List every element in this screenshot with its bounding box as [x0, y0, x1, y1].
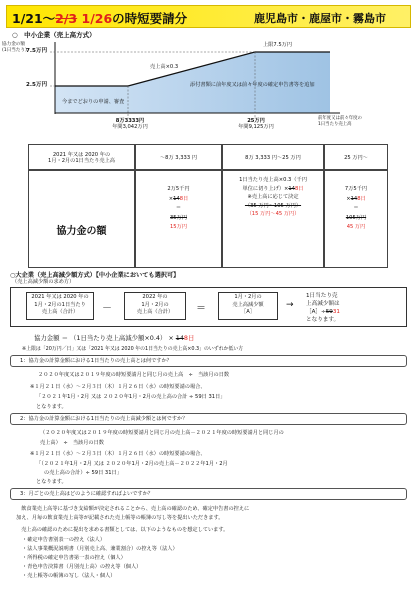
- col2-cell: 1日当たり売上高×0.3（千円 単位に切り上げ）×148日 ※売上高に応じて決定 （35 万円～105 万円） （15 万円～45 万円）: [239, 177, 307, 217]
- faq3-p2: 加え、月毎の飲食業売上高等が記載された売上帳等の帳簿の写し等を提出いただきます。: [16, 515, 224, 521]
- box1-text: 2021 年又は 2020 年の 1月・2月の1日当たり 売上高（合計）: [31, 294, 89, 316]
- faq3-list-item: ・確定申告書別表一の控え（法人）: [22, 537, 106, 543]
- faq2-ex3: の売上高の合計）÷ 59日 31日」: [44, 470, 122, 476]
- faq2-answer-1: （２０２０年度又は２０１９年度の時短要請月と同じ月の売上高－２０２１年度の時短要請月と同じ月の: [40, 430, 284, 436]
- equals-sign: ＝: [196, 303, 206, 314]
- faq3-list-item: ・所得税の確定申告書第一表の控え（個人）: [22, 555, 126, 561]
- faq1-q-text: 1：協力金の計算金額における1日当たりの売上高とは何ですか？: [20, 358, 172, 364]
- y-tick-top: 7.5万円: [26, 48, 48, 54]
- faq2-ex2: 「（２０２１年1月・2月 又は ２０２０年1月・2月の売上高－２０２２年1月・2月: [36, 461, 228, 467]
- arrow-icon: →: [286, 300, 294, 310]
- x-axis-note: 前年度又は前々年度の 1日当たり売上高: [318, 116, 362, 128]
- header-cities: 鹿児島市・鹿屋市・霧島市: [254, 12, 386, 25]
- y-tick-mid: 2.5万円: [26, 82, 48, 88]
- y-axis-label: 協力金の額 (1日当たり): [2, 42, 27, 54]
- faq3-p1: 飲食業売上高等に基づき支給額が決定されることから、売上高の確認のため、確定申告書の控えに: [16, 506, 250, 512]
- faq3-list-item: ・法人事業概況説明書（月別売上高、兼業割合）の控え等（法人）: [22, 546, 178, 552]
- col3-cell: 7万5千円 ×148日 ＝ 105万円 45 万円: [344, 186, 368, 230]
- faq1-ex2: 「２０２１年1月・2月 又は ２０２０年1月・2月の売上高の合計 ÷ 59日 31日」: [36, 394, 226, 400]
- faq3-q-text: 3：月ごとの売上高はどのように確認すればよいですか？: [20, 491, 153, 497]
- faq1-answer: ２０２０年度又は２０１９年度の時短要請月と同じ月の売上高 ÷ 当該月の日数: [38, 372, 230, 378]
- note-left: 今までどおりの申請、審査: [62, 99, 125, 105]
- row-label: 協力金の額: [56, 226, 107, 237]
- formula-note: ※上限は「20万円／日」又は「2021 年又は 2020 年の1日当たりの売上高×0.3」のいずれか低い方: [22, 346, 244, 352]
- note-right: 添付書類に前年度又は前々年度の確定申告書等を追加: [190, 82, 315, 88]
- sme-heading: ○ 中小企業（売上高方式）: [12, 31, 96, 39]
- faq3-list-item: ・青色申告決算書（月別売上高）の控え等（個人）: [22, 564, 142, 570]
- minus-sign: －: [102, 303, 112, 314]
- col3-head: 25 万円～: [344, 155, 368, 161]
- faq2-ex4: となります。: [36, 479, 67, 485]
- result-text: 1日当たり売 上高減少額は ［A］÷5931 となります。: [306, 293, 340, 323]
- faq2-q-text: 2：協力金の計算金額における1日当たりの売上高減少額とは何ですか？: [20, 416, 188, 422]
- col2-head: 8万 3,333 円～25 万円: [245, 155, 301, 161]
- formula-row: 協力金額 ＝ （1日当たり売上高減少額×0.4） × 148日: [34, 334, 195, 342]
- box2-text: 2022 年の 1月・2月の 売上高（合計）: [136, 294, 174, 316]
- formula-label: 売上高×0.3: [150, 64, 179, 70]
- large-subheading: （売上高減少額の求め方）: [12, 279, 75, 285]
- col1-head: ～8万 3,333 円: [159, 155, 197, 161]
- col1-cell: 2万5千円 ×148日 ＝ 35万円 15万円: [167, 186, 190, 230]
- faq1-ex3: となります。: [36, 404, 67, 410]
- box3-text: 1月・2月の 売上高減少額 ［A］: [232, 294, 264, 316]
- upper-limit-label: 上限7.5万円: [263, 42, 292, 48]
- faq2-answer-2: 売上高） ÷ 当該月の日数: [40, 440, 104, 446]
- header-title: 1/21～2/3 1/26の時短要請分: [12, 11, 188, 26]
- faq3-p3: 売上高の確認のために提出を求める書類としては、以下のようなものを想定しています。: [16, 527, 229, 533]
- faq3-list-item: ・売上帳等の帳簿の写し（法人・個人）: [22, 573, 116, 579]
- faq2-ex1: ※１月２１日（水）～２月３日（木）１月２６日（水）の時短要請の場合、: [30, 451, 206, 457]
- large-heading: ○大企業（売上高減少額方式）【中小企業においても選択可】: [10, 272, 180, 279]
- faq1-ex1: ※１月２１日（水）～２月３日（木）１月２６日（水）の時短要請の場合、: [30, 384, 206, 390]
- table-header-label: 2021 年又は 2020 年の 1月・2月の1日当たり売上高: [48, 152, 115, 165]
- x-tick-2: 25万円 年間9,125万円: [238, 118, 274, 131]
- x-tick-1: 8万3333円 年間3,042万円: [112, 118, 148, 131]
